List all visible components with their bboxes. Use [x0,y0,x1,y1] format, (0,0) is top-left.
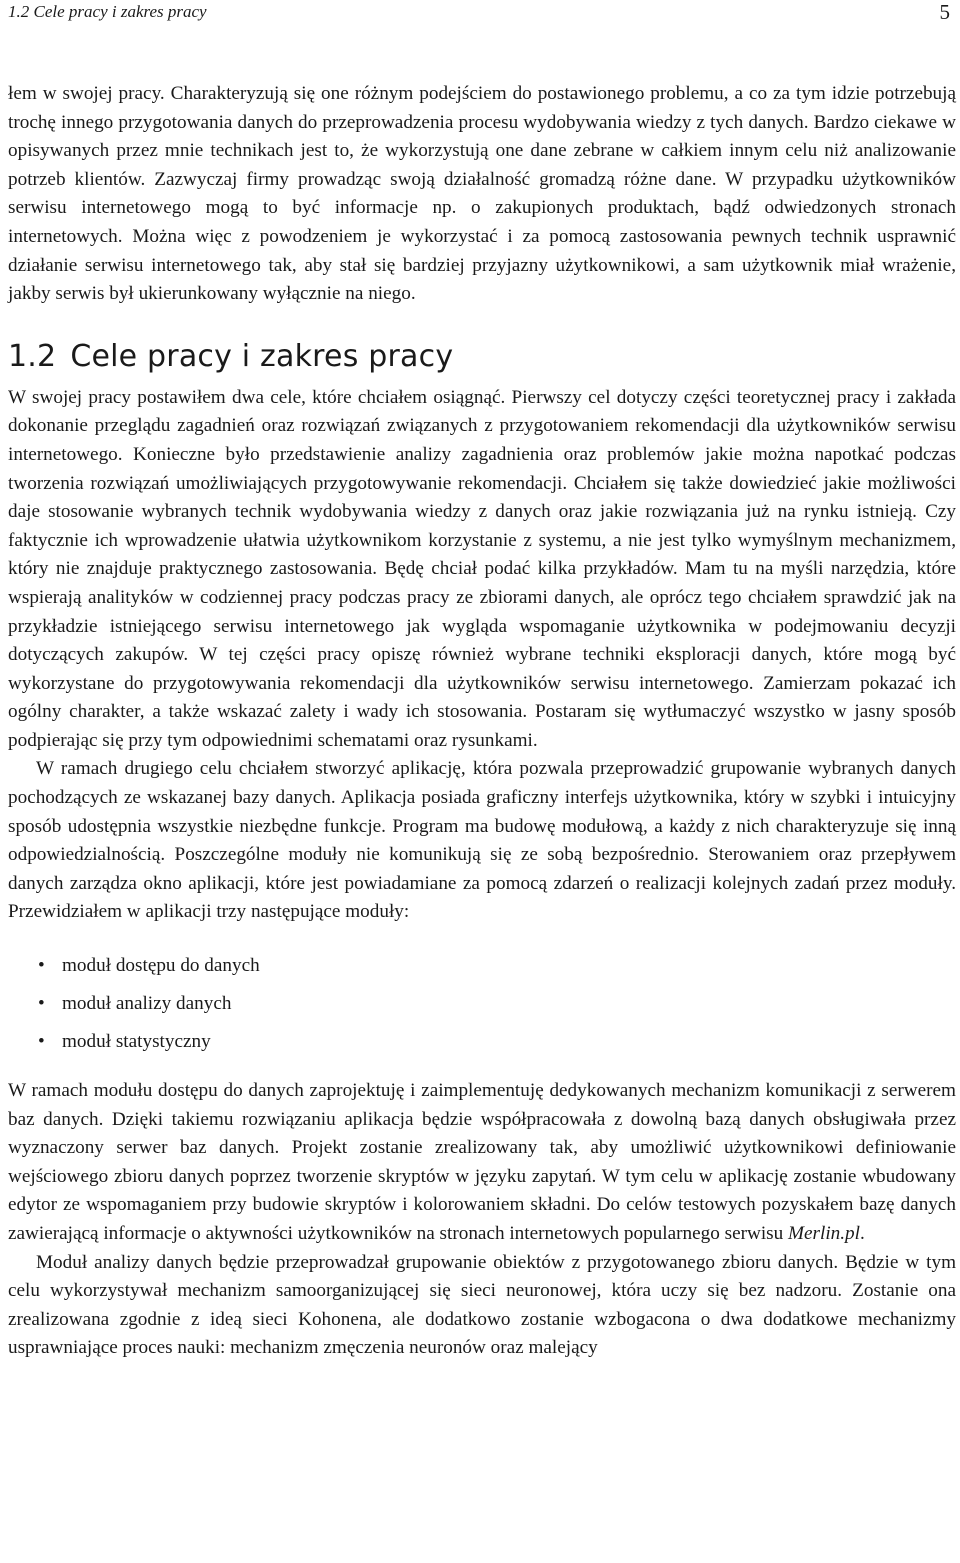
document-page [8,0,956,1363]
section-heading [8,339,956,374]
paragraph-text: W ramach modułu dostępu do danych zaprojektuję i zaimplementuję dedykowanych mechanizm komunikacji z serwerem baz danych. Dzięki takiemu rozwiązaniu aplikacja będzie współpracowała z dowolną bazą danych obsługiwała przez wyznaczony serwer baz danych. Projekt zostanie zrealizowany tak, aby umożliwić użytkownikowi definiowanie wejściowego zbioru danych poprzez tworzenie skryptów w języku zapytań. W tym celu w aplikację zostanie wbudowany edytor ze wspomaganiem przy budowie skryptów i kolorowaniem składni. Do celów testowych pozyskałem bazę danych zawierającą informacje o aktywności użytkowników na stronach internetowych popularnego serwisu [8,1080,956,1244]
paragraph-data-access-module [8,1077,956,1249]
bullet-icon: • [38,955,45,977]
running-header [8,0,956,28]
paragraph-end: . [859,1223,865,1244]
list-item [8,947,956,985]
list-item-label: moduł analizy danych [62,993,232,1015]
list-item-label: moduł dostępu do danych [62,955,260,977]
section-title: Cele pracy i zakres pracy [70,338,454,374]
module-list [8,947,956,1061]
paragraph-goals: W swojej pracy postawiłem dwa cele, które chciałem osiągnąć. Pierwszy cel dotyczy części teoretycznej pracy i zakłada dokonanie przeglądu zagadnień oraz rozwiązań związanych z przygotowaniem rekomendacji dla użytkowników serwisu internetowego. Konieczne było przedstawienie analizy zagadnienia oraz problemów jakie można napotkać podczas tworzenia rozwiązań umożliwiających przygotowywanie rekomendacji. Chciałem się także dowiedzieć jakie możliwości daje stosowanie wybranych technik wydobywania wiedzy z danych oraz jakie rozwiązania już na rynku istnieją. Czy faktycznie ich wprowadzenie ułatwia użytkownikom korzystanie z systemu, a nie jest tylko wymyślnym mechanizmem, który nie znajduje praktycznego zastosowania. Będę chciał podać kilka przykładów. Mam tu na myśli narzędzia, które wspierają analityków w codziennej pracy podczas pracy ze zbiorami danych, ale oprócz tego chciałem sprawdzić jak na przykładzie istniejącego serwisu internetowego jak wygląda wspomaganie użytkownika w podejmowaniu decyzji dotyczących zakupów. W tej części pracy opiszę również wybrane techniki eksploracji danych, które mogą być wykorzystane do przygotowywania rekomendacji dla użytkowników serwisu internetowego. Zamierzam pokazać ich ogólny charakter, a także wskazać zalety i wady ich stosowania. Postaram się wytłumaczyć wszystko w jasny sposób podpierając się przy tym odpowiednimi schematami oraz rysunkami. [8,386,956,751]
list-item-label: moduł statystyczny [62,1031,211,1053]
paragraph-second-goal: W ramach drugiego celu chciałem stworzyć aplikację, która pozwala przeprowadzić grupowanie wybranych danych pochodzących ze wskazanej bazy danych. Aplikacja posiada graficzny interfejs użytkownika, który w szybki i intuicyjny sposób udostępnia wszystkie niezbędne funkcje. Program ma budowę modułową, a każdy z nich charakteryzuje się inną odpowiedzialnością. Poszczególne moduły nie komunikują się ze sobą bezpośrednio. Sterowaniem oraz przepływem danych zarządza okno aplikacji, które jest powiadamiane za pomocą zdarzeń o realizacji kolejnych zadań przez moduły. Przewidziałem w aplikacji trzy następujące moduły: [8,758,956,923]
paragraph-analysis-module: Moduł analizy danych będzie przeprowadzał grupowanie obiektów z przygotowanego zbioru danych. Będzie w tym celu wykorzystywał mechanizm samoorganizującej się sieci neuronowej, która uczy się bez nadzoru. Zostanie ona zrealizowana zgodnie z ideą sieci Kohonena, ale dodatkowo zostanie wzbogacona o dwa dodatkowe mechanizmy usprawniające proces nauki: mechanizm zmęczenia neuronów oraz malejący [8,1251,956,1359]
site-name: Merlin.pl [788,1223,860,1244]
paragraph-continuation: łem w swojej pracy. Charakteryzują się one różnym podejściem do postawionego problemu, a co za tym idzie potrzebują trochę innego przygotowania danych do przeprowadzenia procesu wydobywania wiedzy z tych danych. Bardzo ciekawe w opisywanych przez mnie technikach jest to, że wykorzystują one dane zebrane w całkiem innym celu niż analizowanie potrzeb klientów. Zazwyczaj firmy prowadząc swoją działalność gromadzą różne dane. W przypadku użytkowników serwisu internetowego mogą to być informacje np. o zakupionych produktach, bądź odwiedzonych stronach internetowych. Można więc z powodzeniem je wykorzystać i za pomocą zastosowania pewnych technik usprawnić działanie serwisu internetowego tak, aby stał się bardziej przyjazny użytkownikowi, a sam użytkownik miał wrażenie, jakby serwis był ukierunkowany wyłącznie na niego. [8,83,956,305]
running-title: 1.2 Cele pracy i zakres pracy [8,2,207,21]
list-item [8,985,956,1023]
section-number: 1.2 [8,338,57,374]
bullet-icon: • [38,1031,45,1053]
page-number: 5 [939,0,950,24]
bullet-icon: • [38,993,45,1015]
list-item [8,1023,956,1061]
